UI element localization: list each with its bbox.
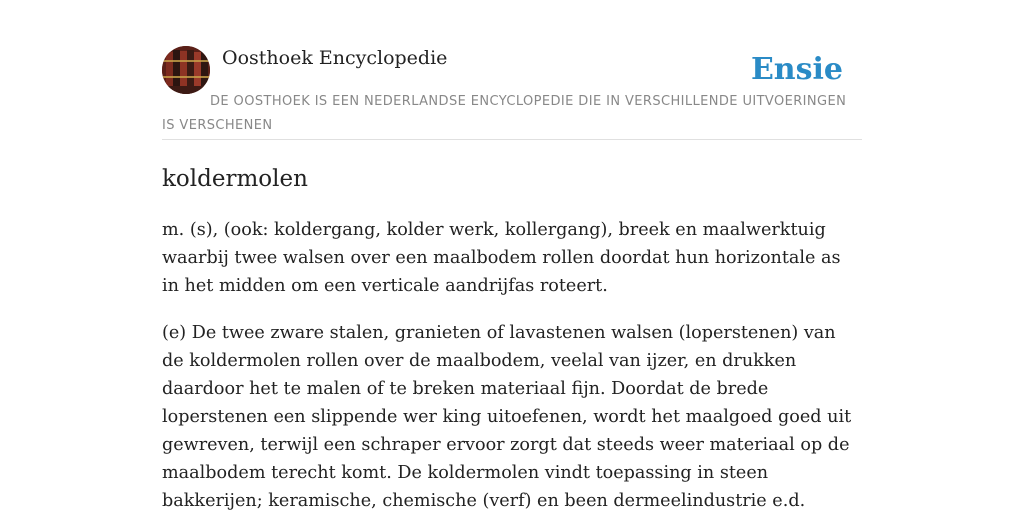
article-body xyxy=(162,216,862,512)
article-paragraph-explanation: (e) De twee zware stalen, granieten of lavastenen walsen (loperstenen) van de koldermolen rollen over de maalbodem, veelal van ijzer, en drukken daardoor het te malen of te breken materiaal fijn. Doordat de brede loperstenen een slippende wer king uitoefenen, wordt het maalgoed goed uit gewreven, terwijl een schraper ervoor zorgt dat steeds weer materiaal op de maalbodem terecht komt. De koldermolen vindt toepassing in steen bakkerijen; keramische, chemische (verf) en been dermeelindustrie e.d. xyxy=(162,323,852,511)
article-title: koldermolen xyxy=(162,166,308,192)
article-paragraph-definition: m. (s), (ook: koldergang, kolder werk, kollergang), breek en maalwerktuig waarbij twee walsen over een maalbodem rollen doordat hun horizontale as in het midden om een verticale aandrijfas roteert. xyxy=(162,220,841,296)
site-header xyxy=(162,46,862,140)
ensie-brand-logo[interactable]: Ensie xyxy=(750,52,843,87)
site-name-link[interactable]: Oosthoek Encyclopedie xyxy=(222,47,448,69)
encyclopedia-books-avatar-icon[interactable] xyxy=(162,46,210,94)
site-tagline: DE OOSTHOEK IS EEN NEDERLANDSE ENCYCLOPEDIE DIE IN VERSCHILLENDE UITVOERINGEN IS VERSCHENEN xyxy=(162,94,847,133)
